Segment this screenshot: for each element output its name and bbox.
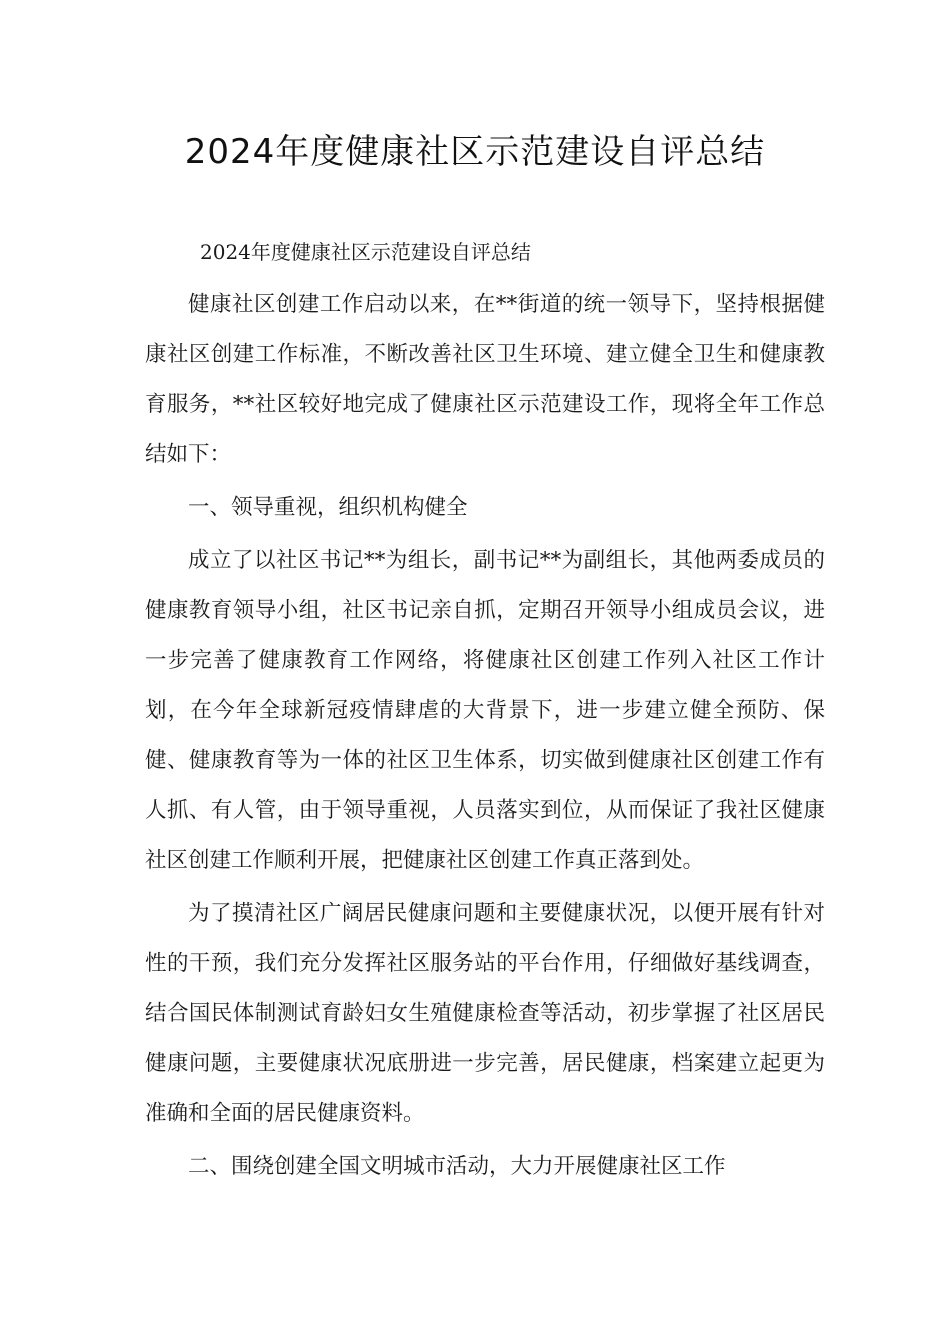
intro-paragraph: 健康社区创建工作启动以来，在**街道的统一领导下，坚持根据健康社区创建工作标准，不断改善社区卫生环境、建立健全卫生和健康教育服务，**社区较好地完成了健康社区示范建设工作，现将全年工作总结如下： — [145, 292, 825, 467]
document-subtitle: 2024年度健康社区示范建设自评总结 — [200, 240, 531, 264]
body-paragraph: 成立了以社区书记**为组长，副书记**为副组长，其他两委成员的健康教育领导小组，社区书记亲自抓，定期召开领导小组成员会议，进一步完善了健康教育工作网络，将健康社区创建工作列入社区工作计划，在今年全球新冠疫情肆虐的大背景下，进一步建立健全预防、保健、健康教育等为一体的社区卫生体系，切实做到健康社区创建工作有人抓、有人管，由于领导重视，人员落实到位，从而保证了我社区健康社区创建工作顺利开展，把健康社区创建工作真正落到处。 — [145, 548, 825, 873]
document-body — [145, 280, 825, 1195]
section-heading-2: 二、围绕创建全国文明城市活动，大力开展健康社区工作 — [188, 1154, 726, 1179]
body-paragraph: 为了摸清社区广阔居民健康问题和主要健康状况，以便开展有针对性的干预，我们充分发挥社区服务站的平台作用，仔细做好基线调查，结合国民体制测试育龄妇女生殖健康检查等活动，初步掌握了社区居民健康问题，主要健康状况底册进一步完善，居民健康，档案建立起更为准确和全面的居民健康资料。 — [145, 901, 825, 1126]
document-title: 2024年度健康社区示范建设自评总结 — [184, 132, 766, 172]
section-heading-1: 一、领导重视，组织机构健全 — [188, 495, 468, 520]
